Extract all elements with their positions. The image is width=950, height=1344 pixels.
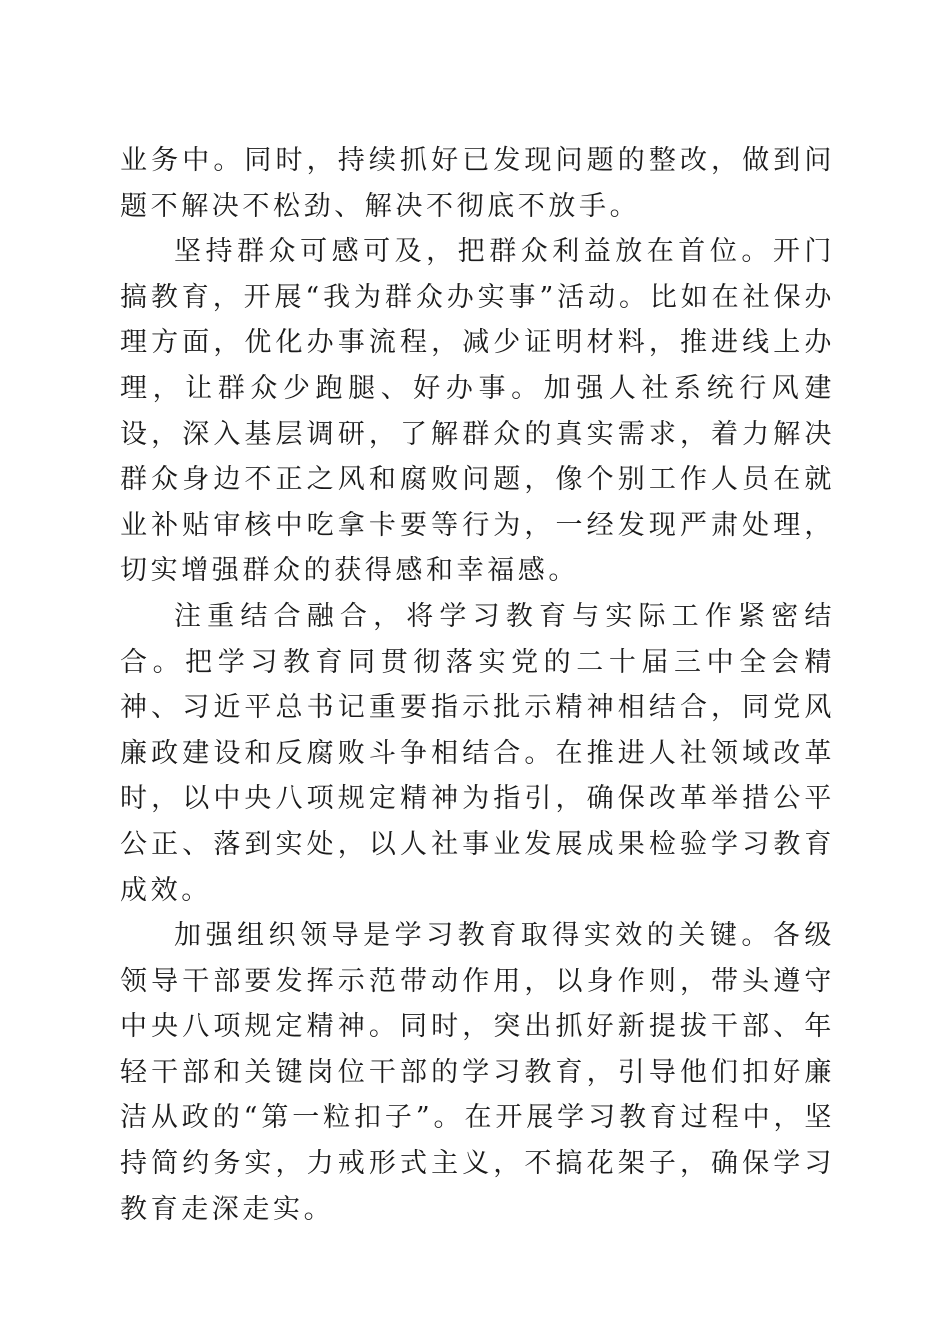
paragraph-leadership: 加强组织领导是学习教育取得实效的关键。各级领导干部要发挥示范带动作用，以身作则，带头遵守中央八项规定精神。同时，突出抓好新提拔干部、年轻干部和关键岗位干部的学习教育，引导他们扣好廉洁从政的“第一粒扣子”。在开展学习教育过程中，坚持简约务实，力戒形式主义，不搞花架子，确保学习教育走深走实。 xyxy=(120,920,835,1225)
paragraph-continuation: 业务中。同时，持续抓好已发现问题的整改，做到问题不解决不松劲、解决不彻底不放手。 xyxy=(120,145,835,222)
paragraph-masses-benefit: 坚持群众可感可及，把群众利益放在首位。开门搞教育，开展“我为群众办实事”活动。比如在社保办理方面，优化办事流程，减少证明材料，推进线上办理，让群众少跑腿、好办事。加强人社系统行风建设，深入基层调研，了解群众的真实需求，着力解决群众身边不正之风和腐败问题，像个别工作人员在就业补贴审核中吃拿卡要等行为，一经发现严肃处理，切实增强群众的获得感和幸福感。 xyxy=(120,236,835,587)
paragraph-integration: 注重结合融合，将学习教育与实际工作紧密结合。把学习教育同贯彻落实党的二十届三中全会精神、习近平总书记重要指示批示精神相结合，同党风廉政建设和反腐败斗争相结合。在推进人社领域改革时，以中央八项规定精神为指引，确保改革举措公平公正、落到实处，以人社事业发展成果检验学习教育成效。 xyxy=(120,600,835,906)
document-body xyxy=(120,138,835,1232)
